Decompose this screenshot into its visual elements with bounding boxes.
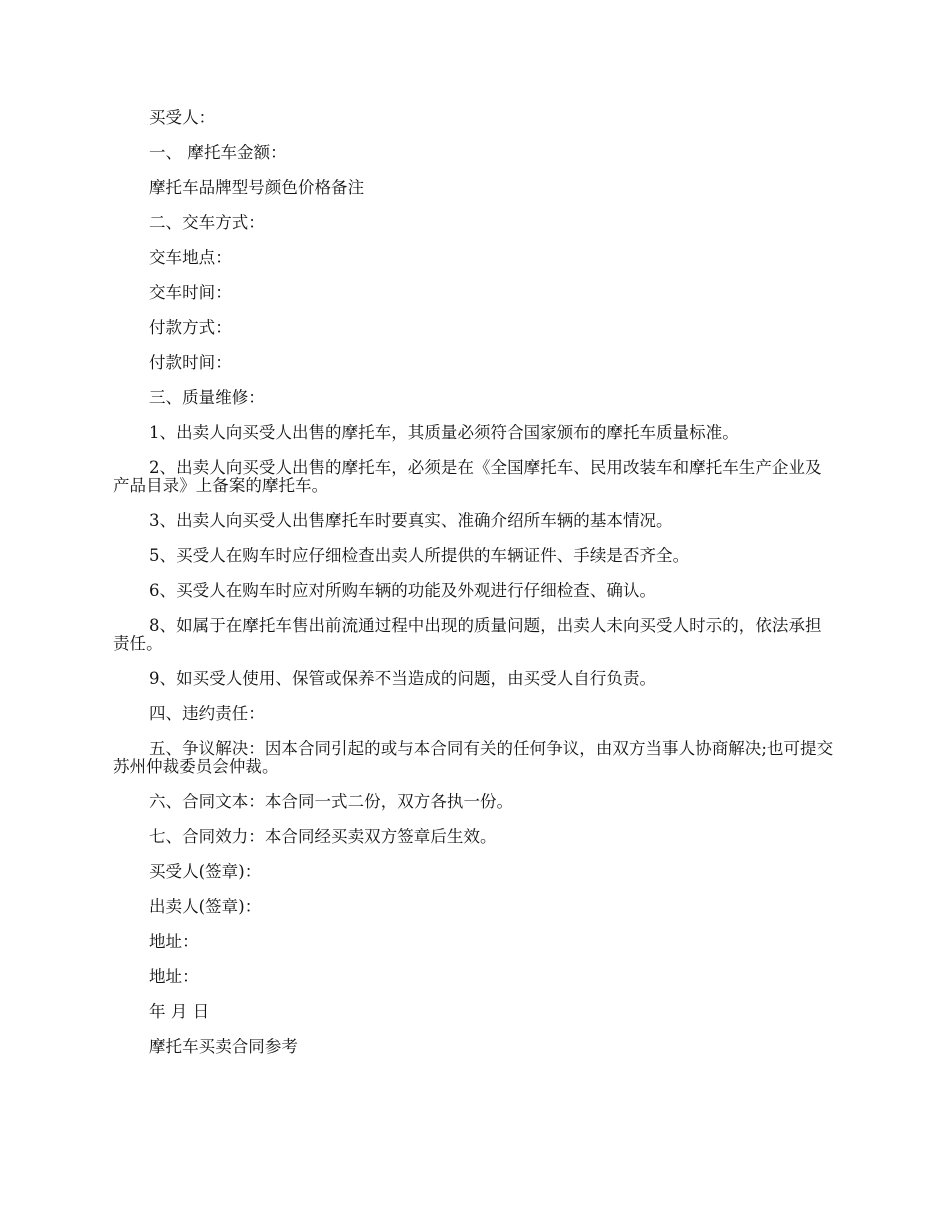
paragraph-clause-3: 3、出卖人向买受人出售摩托车时要真实、准确介绍所车辆的基本情况。 xyxy=(149,511,673,530)
paragraph-section-1-amount: 一、 摩托车金额： xyxy=(149,143,287,162)
paragraph-section-3-quality: 三、质量维修： xyxy=(149,388,265,407)
paragraph-section-2-delivery: 二、交车方式： xyxy=(149,213,265,232)
paragraph-buyer-signature: 买受人(签章)： xyxy=(149,862,262,881)
paragraph-table-header: 摩托车品牌型号颜色价格备注 xyxy=(149,178,365,197)
paragraph-delivery-place: 交车地点： xyxy=(149,248,232,267)
paragraph-section-7-effect: 七、合同效力：本合同经买卖双方签章后生效。 xyxy=(149,827,497,846)
paragraph-buyer: 买受人： xyxy=(149,108,216,127)
paragraph-clause-5: 5、买受人在购车时应仔细检查出卖人所提供的车辆证件、手续是否齐全。 xyxy=(149,546,690,565)
paragraph-delivery-time: 交车时间： xyxy=(149,283,232,302)
paragraph-footer-title: 摩托车买卖合同参考 xyxy=(149,1037,298,1056)
paragraph-date: 年 月 日 xyxy=(149,1002,210,1021)
paragraph-address-2: 地址： xyxy=(149,967,199,986)
paragraph-section-6-copies: 六、合同文本：本合同一式二份，双方各执一份。 xyxy=(149,792,514,811)
paragraph-clause-2: 2、出卖人向买受人出售的摩托车，必须是在《全国摩托车、民用改装车和摩托车生产企业及产品目录》上备案的摩托车。 xyxy=(113,458,822,495)
paragraph-section-4-liability: 四、违约责任： xyxy=(149,704,265,723)
paragraph-clause-9: 9、如买受人使用、保管或保养不当造成的问题，由买受人自行负责。 xyxy=(149,669,657,688)
paragraph-clause-8: 8、如属于在摩托车售出前流通过程中出现的质量问题，出卖人未向买受人时示的，依法承担责任。 xyxy=(113,616,822,653)
document-body xyxy=(113,109,837,1073)
paragraph-clause-6: 6、买受人在购车时应对所购车辆的功能及外观进行仔细检查、确认。 xyxy=(149,581,657,600)
paragraph-address-1: 地址： xyxy=(149,932,199,951)
paragraph-payment-method: 付款方式： xyxy=(149,318,232,337)
paragraph-section-5-dispute: 五、争议解决：因本合同引起的或与本合同有关的任何争议，由双方当事人协商解决;也可提交苏州仲裁委员会仲裁。 xyxy=(113,739,834,776)
paragraph-clause-1: 1、出卖人向买受人出售的摩托车，其质量必须符合国家颁布的摩托车质量标准。 xyxy=(149,423,739,442)
paragraph-seller-signature: 出卖人(签章)： xyxy=(149,897,262,916)
paragraph-payment-time: 付款时间： xyxy=(149,353,232,372)
